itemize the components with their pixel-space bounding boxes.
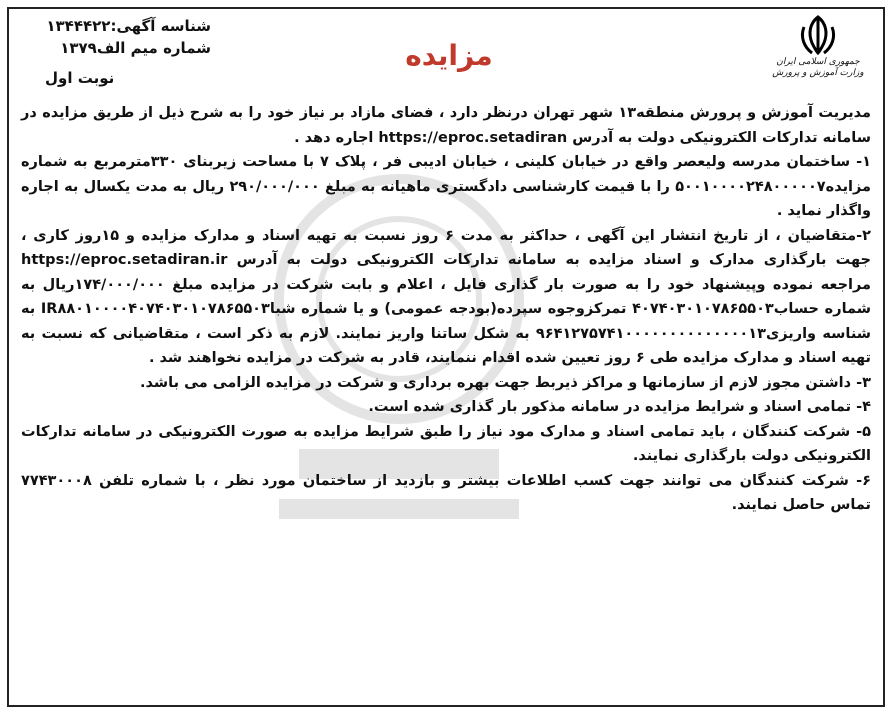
mim-number: شماره میم الف۱۳۷۹	[60, 39, 211, 57]
notice-header	[9, 9, 883, 101]
ministry-emblem	[763, 13, 873, 97]
item-1: ۱- ساختمان مدرسه ولیعصر واقع در خیابان کلینی ، خیابان ادیبی فر ، پلاک ۷ با مساحت زیربنای ۳۳۰مترمربع به شماره مزایده۵۰۰۱۰۰۰۰۲۴۸۰۰۰۰۰۷ را با قیمت کارشناسی دادگستری ماهیانه به مبلغ ۲۹۰/۰۰۰/۰۰۰ ریال به مدت یکسال به اجاره واگذار نماید .	[21, 154, 871, 219]
ad-id: شناسه آگهی:۱۳۴۴۴۲۲	[46, 17, 211, 35]
item-3: ۳- داشتن مجوز لازم از سازمانها و مراکز ذیربط جهت بهره برداری و شرکت در مزایده الزامی می باشد.	[139, 374, 871, 391]
item-6: ۶- شرکت کنندگان می توانند جهت کسب اطلاعات بیشتر و بازدید از ساختمان مورد نظر ، با شماره تلفن ۷۷۴۳۰۰۰۸ تماس حاصل نمایند.	[21, 472, 871, 513]
notice-body	[21, 101, 871, 518]
intro-paragraph: مدیریت آموزش و پرورش منطقه۱۳ شهر تهران درنظر دارد ، فضای مازاد بر نیاز خود را به شرح ذیل از طریق مزایده در سامانه تدارکات الکترونیکی دولت به آدرس https://eproc.setadiran اجاره دهد .	[21, 105, 871, 146]
notice-title: مزایده	[405, 39, 493, 72]
item-5: ۵- شرکت کنندگان ، باید تمامی اسناد و مدارک مود نیاز را طبق شرایط مزایده به صورت الکترونیکی در سامانه تدارکات الکترونیکی دولت بارگذاری نمایند.	[21, 423, 871, 464]
ad-id-block	[21, 15, 211, 59]
notice-page	[7, 7, 885, 707]
item-4: ۴- تمامی اسناد و شرایط مزایده در سامانه مذکور بار گذاری شده است.	[368, 399, 871, 415]
emblem-line2: وزارت آموزش و پرورش	[772, 68, 864, 78]
item-2: ۲-متقاضیان ، از تاریخ انتشار این آگهی ، حداکثر به مدت ۶ روز نسبت به تهیه اسناد و مدارک مزایده و ۱۵روز کاری ، جهت بارگذاری مدارک و اسناد مزایده به سامانه تدارکات الکترونیکی دولت به آدرس https://eproc.setadiran.ir مراجعه نموده وپیشنهاد خود را به صورت بار گذاری فایل ، اعلام و بابت شرکت در مزایده مبلغ ۱۷۴/۰۰۰/۰۰۰ریال به شماره حساب۴۰۷۴۰۳۰۱۰۷۸۶۵۵۰۳ تمرکزوجوه سپرده(بودجه عمومی) و یا شماره شباIR۸۸۰۱۰۰۰۰۴۰۷۴۰۳۰۱۰۷۸۶۵۵۰۳ به شناسه واریزی۹۶۴۱۲۷۵۷۴۱۰۰۰۰۰۰۰۰۰۰۰۰۰۰۱۳ به شکل ساتنا واریز نمایند. لازم به ذکر است ، متقاضیانی که نسبت به تهیه اسناد و مدارک مزایده طی ۶ روز تعیین شده اقدام ننمایند، قادر به شرکت در مزایده نخواهند شد .	[21, 227, 872, 366]
iran-emblem-icon	[798, 13, 838, 57]
emblem-line1: جمهوری اسلامی ایران	[776, 57, 860, 67]
publication-round: نوبت اول	[45, 69, 115, 87]
